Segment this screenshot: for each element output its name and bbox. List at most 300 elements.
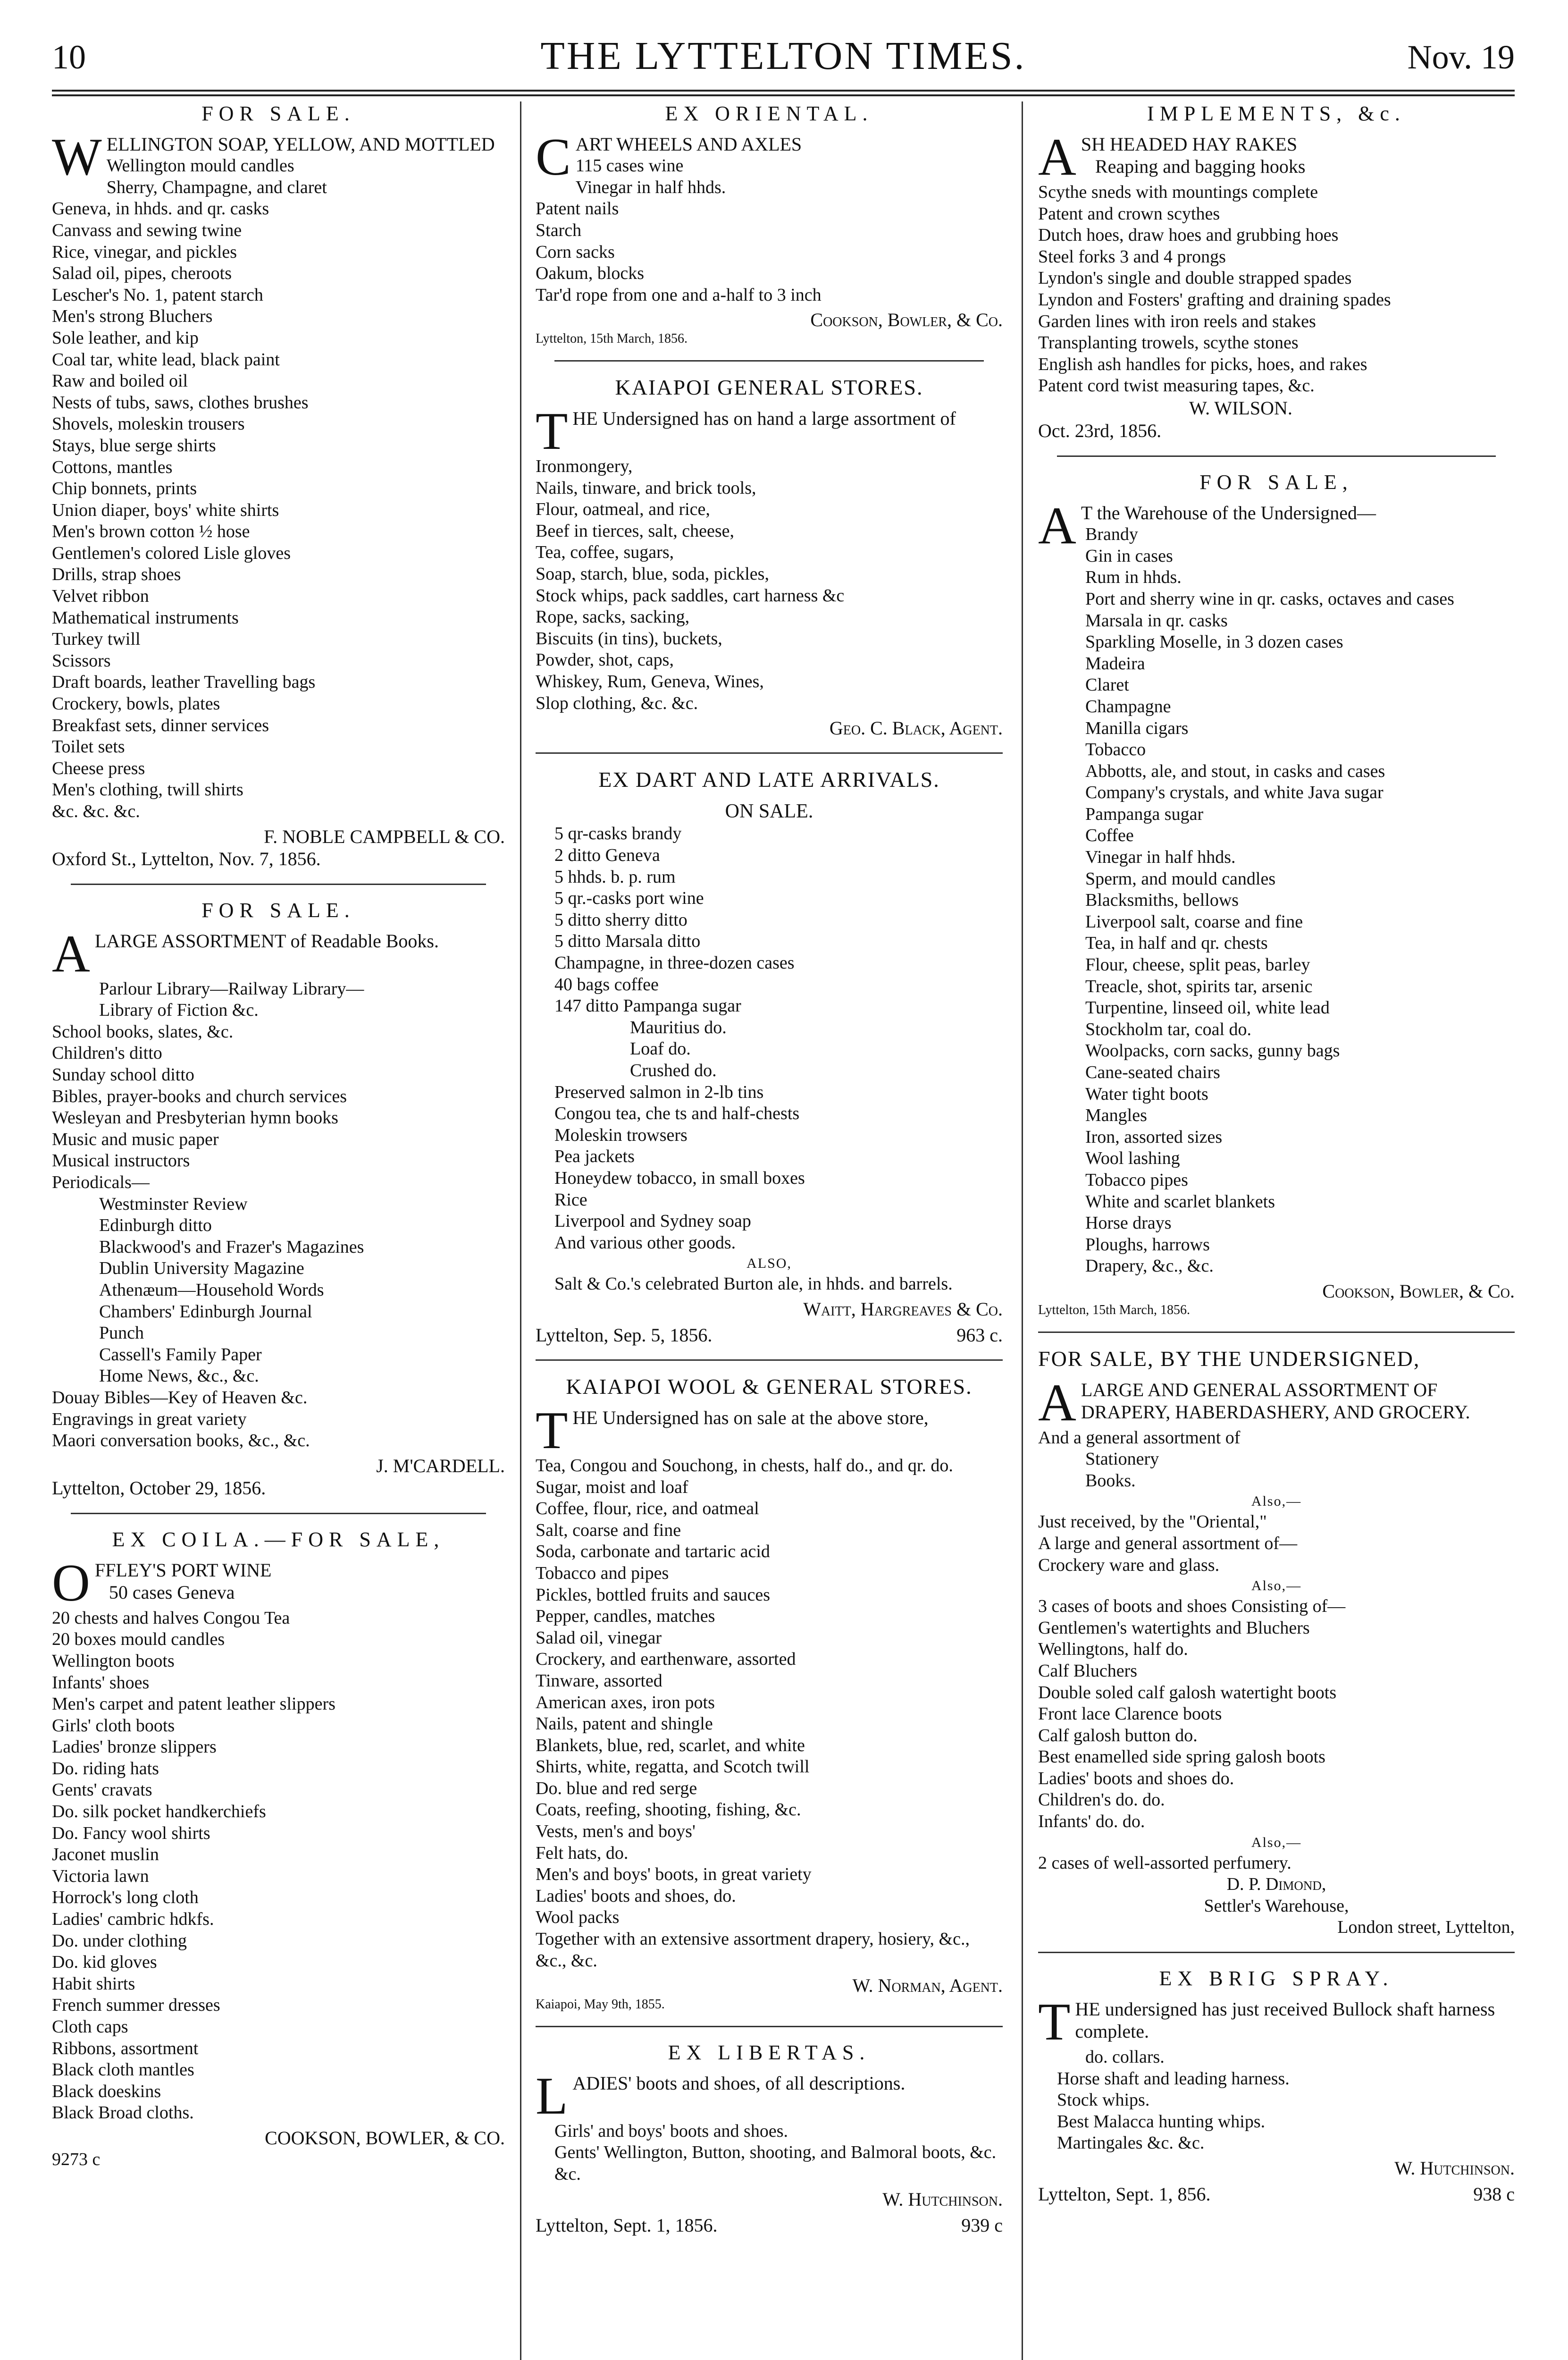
advert-lead bbox=[536, 1401, 1003, 1460]
list-item: Lyndon's single and double strapped spades bbox=[1038, 268, 1352, 288]
advert-signature: W. Norman, Agent. bbox=[852, 1975, 1003, 1997]
list-item: Cane-seated chairs bbox=[1085, 1062, 1220, 1082]
divider bbox=[1057, 455, 1496, 457]
list-item: Parlour Library—Railway Library— bbox=[99, 978, 364, 999]
list-item: 5 qr-casks brandy bbox=[554, 824, 682, 844]
lead-text: LARGE AND GENERAL ASSORTMENT OF DRAPERY, HABERDASHERY, AND GROCERY. bbox=[1081, 1379, 1470, 1423]
list-item: Tobacco and pipes bbox=[536, 1563, 669, 1583]
lead-text: T the Warehouse of the Undersigned— bbox=[1081, 502, 1376, 523]
list-item: Crockery, and earthenware, assorted bbox=[536, 1649, 796, 1669]
list-item: Loaf do. bbox=[630, 1039, 691, 1059]
list-item: Wool packs bbox=[536, 1907, 620, 1928]
advert-place-date: Oct. 23rd, 1856. bbox=[1038, 420, 1162, 441]
list-item: Rice, vinegar, and pickles bbox=[52, 242, 237, 262]
list-item: Gents' cravats bbox=[52, 1780, 152, 1800]
list-item: Maori conversation books, &c., &c. bbox=[52, 1431, 310, 1451]
list-item: do. collars. bbox=[1085, 2047, 1165, 2067]
divider bbox=[536, 2026, 1003, 2027]
advert-oriental bbox=[536, 101, 1003, 347]
list-item: Pea jackets bbox=[554, 1146, 635, 1167]
list-item: Woolpacks, corn sacks, gunny bags bbox=[1085, 1041, 1340, 1061]
advert-heading: EX BRIG SPRAY. bbox=[1159, 1967, 1394, 1990]
advert-signature: Waitt, Hargreaves & Co. bbox=[803, 1298, 1003, 1320]
list-item: Corn sacks bbox=[536, 242, 615, 262]
list-item: Soda, carbonate and tartaric acid bbox=[536, 1542, 770, 1562]
drop-cap: A bbox=[1038, 496, 1076, 555]
list-item: Coffee, flour, rice, and oatmeal bbox=[536, 1499, 759, 1519]
also-label: ALSO, bbox=[746, 1256, 792, 1272]
signature-line: London street, Lyttelton, bbox=[1337, 1917, 1515, 1938]
list-item: American axes, iron pots bbox=[536, 1692, 715, 1712]
list-item: Blankets, blue, red, scarlet, and white bbox=[536, 1735, 805, 1755]
list-item: Ladies' boots and shoes do. bbox=[1038, 1768, 1234, 1788]
item-list bbox=[52, 155, 505, 822]
list-item: White and scarlet blankets bbox=[1085, 1191, 1275, 1212]
list-item: Patent and crown scythes bbox=[1038, 203, 1220, 224]
advert-signature: F. NOBLE CAMPBELL & CO. bbox=[264, 826, 505, 847]
list-item: Slop clothing, &c. &c. bbox=[536, 693, 698, 713]
list-item: Blackwood's and Frazer's Magazines bbox=[99, 1237, 364, 1257]
list-item: Madeira bbox=[1085, 653, 1145, 674]
advert-place-date: Oxford St., Lyttelton, Nov. 7, 1856. bbox=[52, 848, 321, 869]
list-item: Shovels, moleskin trousers bbox=[52, 414, 245, 434]
advert-heading: EX ORIENTAL. bbox=[665, 102, 873, 125]
list-item: And a general assortment of bbox=[1038, 1427, 1241, 1448]
list-item: Tea, in half and qr. chests bbox=[1085, 933, 1268, 953]
list-item: Douay Bibles—Key of Heaven &c. bbox=[52, 1387, 308, 1408]
advert-place-date: Kaiapoi, May 9th, 1855. bbox=[536, 1997, 665, 2012]
advert-lead bbox=[52, 1553, 505, 1612]
list-item: 5 ditto Marsala ditto bbox=[554, 931, 701, 952]
list-item: Pepper, candles, matches bbox=[536, 1606, 715, 1627]
lead-text: HE Undersigned has on hand a large assortment of bbox=[572, 407, 956, 429]
lead-line2: Reaping and bagging hooks bbox=[1095, 156, 1306, 177]
list-item: Champagne bbox=[1085, 696, 1171, 716]
list-item: Infants' shoes bbox=[52, 1672, 150, 1693]
list-item: Children's do. do. bbox=[1038, 1790, 1165, 1810]
drop-cap: A bbox=[1038, 1373, 1076, 1432]
list-item: Chambers' Edinburgh Journal bbox=[99, 1301, 312, 1322]
advert-signature: J. M'CARDELL. bbox=[376, 1455, 505, 1476]
list-item: Rice bbox=[554, 1189, 587, 1210]
list-item: Library of Fiction &c. bbox=[99, 1000, 259, 1020]
advert-signature: W. Hutchinson. bbox=[1394, 2158, 1515, 2179]
list-item: Just received, by the "Oriental," bbox=[1038, 1512, 1267, 1532]
list-item: Brandy bbox=[1085, 524, 1138, 545]
lead-line2: 50 cases Geneva bbox=[109, 1581, 235, 1603]
advert-heading: EX LIBERTAS. bbox=[668, 2040, 871, 2064]
header-rule-thin bbox=[52, 94, 1515, 96]
list-item: English ash handles for picks, hoes, and rakes bbox=[1038, 354, 1367, 374]
list-item: 3 cases of boots and shoes Consisting of— bbox=[1038, 1596, 1346, 1617]
drop-cap: A bbox=[52, 924, 90, 983]
advert-signature: W. WILSON. bbox=[1189, 397, 1292, 419]
list-item: 5 hhds. b. p. rum bbox=[554, 867, 676, 887]
list-item: Front lace Clarence boots bbox=[1038, 1704, 1222, 1724]
list-item: Drills, strap shoes bbox=[52, 565, 181, 585]
list-item: Ironmongery, bbox=[536, 456, 633, 476]
list-item: Martingales &c. &c. bbox=[1057, 2133, 1205, 2153]
item-list bbox=[536, 456, 1003, 714]
list-item: Vests, men's and boys' bbox=[536, 1821, 696, 1842]
drop-cap: T bbox=[536, 402, 568, 461]
list-item: Nails, patent and shingle bbox=[536, 1714, 713, 1734]
divider bbox=[554, 360, 984, 362]
list-item: Liverpool salt, coarse and fine bbox=[1085, 911, 1303, 932]
drop-cap: A bbox=[1038, 128, 1076, 186]
list-item: Men's brown cotton ½ hose bbox=[52, 522, 250, 542]
item-list bbox=[52, 1021, 505, 1194]
item-list bbox=[1038, 2068, 1515, 2154]
list-item: Marsala in qr. casks bbox=[1085, 610, 1228, 631]
list-item: Starch bbox=[536, 220, 582, 240]
list-item: Tar'd rope from one and a-half to 3 inch bbox=[536, 285, 822, 305]
advert-number: 939 c bbox=[961, 2214, 1003, 2236]
list-item: Scythe sneds with mountings complete bbox=[1038, 182, 1318, 202]
list-item: Wesleyan and Presbyterian hymn books bbox=[52, 1108, 338, 1128]
list-item: Stays, blue serge shirts bbox=[52, 435, 216, 455]
list-item: Edinburgh ditto bbox=[99, 1215, 212, 1236]
boots-list bbox=[1038, 1596, 1515, 1833]
advert-signature: D. P. Dimond, bbox=[1226, 1874, 1326, 1895]
list-item: Ribbons, assortment bbox=[52, 2038, 199, 2058]
list-item: 5 ditto sherry ditto bbox=[554, 910, 688, 930]
advert-place-date: Lyttelton, 15th March, 1856. bbox=[1038, 1302, 1190, 1317]
list-item: 2 ditto Geneva bbox=[554, 845, 660, 866]
list-item: Cloth caps bbox=[52, 2017, 128, 2037]
advert-number: 9273 c bbox=[52, 2149, 101, 2169]
list-item: Jaconet muslin bbox=[52, 1845, 159, 1865]
list-item: Vinegar in half hhds. bbox=[1085, 847, 1236, 868]
list-item: Salad oil, vinegar bbox=[536, 1627, 662, 1648]
advert-signature: Geo. C. Black, Agent. bbox=[829, 717, 1003, 739]
list-item: Horrock's long cloth bbox=[52, 1888, 199, 1908]
list-item: Tinware, assorted bbox=[536, 1670, 662, 1691]
list-item: Sparkling Moselle, in 3 dozen cases bbox=[1085, 632, 1343, 652]
list-item: Stationery bbox=[1085, 1449, 1159, 1469]
list-item: Cassell's Family Paper bbox=[99, 1344, 262, 1365]
divider bbox=[71, 884, 486, 885]
list-item: Westminster Review bbox=[99, 1194, 248, 1214]
list-item: Victoria lawn bbox=[52, 1866, 149, 1886]
list-item: Turkey twill bbox=[52, 629, 141, 649]
list-item: Do. silk pocket handkerchiefs bbox=[52, 1802, 266, 1822]
list-item: Oakum, blocks bbox=[536, 263, 645, 284]
list-item: Whiskey, Rum, Geneva, Wines, bbox=[536, 671, 764, 691]
list-item: Drapery, &c., &c. bbox=[1085, 1256, 1214, 1276]
lead-text: LARGE ASSORTMENT of Readable Books. bbox=[94, 930, 439, 952]
list-item: Cheese press bbox=[52, 758, 145, 778]
list-item: Calf Bluchers bbox=[1038, 1660, 1138, 1681]
advert-place-date: Lyttelton, Sept. 1, 1856. bbox=[536, 2214, 718, 2236]
lead-text: ELLINGTON SOAP, YELLOW, AND MOTTLED bbox=[106, 134, 495, 155]
advert-kaiapoi-wool bbox=[536, 1374, 1003, 2013]
advert-heading: KAIAPOI WOOL & GENERAL STORES. bbox=[566, 1374, 973, 1399]
advert-dimond bbox=[1038, 1346, 1515, 1939]
list-item: Felt hats, do. bbox=[536, 1843, 629, 1863]
drop-cap: C bbox=[536, 128, 571, 186]
lead-text: HE Undersigned has on sale at the above store, bbox=[572, 1407, 929, 1428]
item-list bbox=[1038, 524, 1515, 1277]
advert-coila bbox=[52, 1527, 505, 2171]
also-text: 2 cases of well-assorted perfumery. bbox=[1038, 1853, 1291, 1873]
list-item: Black doeskins bbox=[52, 2081, 161, 2101]
list-item: Draft boards, leather Travelling bags bbox=[52, 672, 316, 692]
list-item: Ladies' boots and shoes, do. bbox=[536, 1886, 736, 1906]
advert-heading: FOR SALE, BY THE UNDERSIGNED, bbox=[1038, 1346, 1420, 1371]
advert-subheading: ON SALE. bbox=[725, 801, 813, 823]
sugar-list bbox=[536, 1017, 1003, 1082]
list-item: Geneva, in hhds. and qr. casks bbox=[52, 199, 269, 219]
drop-cap: O bbox=[52, 1553, 90, 1612]
list-item: Nails, tinware, and brick tools, bbox=[536, 478, 756, 498]
list-item: A large and general assortment of— bbox=[1038, 1533, 1298, 1553]
list-item: Vinegar in half hhds. bbox=[575, 177, 726, 197]
also-label: Also,— bbox=[1251, 1493, 1302, 1509]
list-item: Gents' Wellington, Button, shooting, and Balmoral boots, &c. &c. bbox=[554, 2142, 997, 2184]
advert-footer bbox=[1038, 2183, 1515, 2205]
item-list bbox=[1038, 182, 1515, 397]
list-item: Scissors bbox=[52, 650, 111, 671]
advert-number: 938 c bbox=[1473, 2183, 1515, 2205]
column-1 bbox=[52, 101, 505, 2360]
list-item: Double soled calf galosh watertight boots bbox=[1038, 1682, 1337, 1703]
drop-cap: W bbox=[52, 128, 102, 186]
list-item: Preserved salmon in 2-lb tins bbox=[554, 1082, 764, 1102]
column-divider bbox=[1022, 101, 1023, 2360]
list-item: Sunday school ditto bbox=[52, 1065, 194, 1085]
list-item: Do. kid gloves bbox=[52, 1952, 157, 1972]
list-item: 40 bags coffee bbox=[554, 974, 659, 995]
list-item: Steel forks 3 and 4 prongs bbox=[1038, 246, 1226, 267]
advert-soap bbox=[52, 101, 505, 870]
advert-lead bbox=[536, 402, 1003, 461]
list-item: Liverpool and Sydney soap bbox=[554, 1211, 751, 1231]
list-item: Sperm, and mould candles bbox=[1085, 868, 1276, 889]
list-item: Wellington boots bbox=[52, 1651, 175, 1671]
advert-brig-spray bbox=[1038, 1966, 1515, 2205]
list-item: Wellingtons, half do. bbox=[1038, 1639, 1188, 1660]
advert-heading: FOR SALE, bbox=[1199, 470, 1353, 494]
list-item: Music and music paper bbox=[52, 1129, 219, 1149]
list-item: Abbotts, ale, and stout, in casks and cases bbox=[1085, 761, 1385, 781]
list-item: Chip bonnets, prints bbox=[52, 479, 197, 499]
list-item: Punch bbox=[99, 1323, 144, 1343]
item-list bbox=[1038, 1449, 1515, 1492]
list-item: Congou tea, che ts and half-chests bbox=[554, 1104, 800, 1124]
list-item: Flour, oatmeal, and rice, bbox=[536, 499, 710, 520]
list-item: Gentlemen's colored Lisle gloves bbox=[52, 543, 291, 563]
list-item: Ladies' bronze slippers bbox=[52, 1737, 217, 1757]
list-item: Patent nails bbox=[536, 199, 619, 219]
list-item: Velvet ribbon bbox=[52, 586, 149, 607]
list-item: Black Broad cloths. bbox=[52, 2103, 194, 2123]
list-item: Mangles bbox=[1085, 1105, 1147, 1126]
list-item: Infants' do. do. bbox=[1038, 1812, 1145, 1832]
list-item: Salad oil, pipes, cheroots bbox=[52, 263, 232, 284]
list-item: Periodicals— bbox=[52, 1172, 150, 1192]
list-item: Powder, shot, caps, bbox=[536, 650, 674, 670]
list-item: Mathematical instruments bbox=[52, 607, 239, 628]
list-item: 20 boxes mould candles bbox=[52, 1629, 225, 1650]
list-item: Horse drays bbox=[1085, 1213, 1172, 1233]
list-item: Men's strong Bluchers bbox=[52, 306, 213, 327]
list-item: Crockery, bowls, plates bbox=[52, 694, 220, 714]
item-list bbox=[536, 823, 1003, 1017]
column-3 bbox=[1038, 101, 1515, 2360]
list-item: Children's ditto bbox=[52, 1043, 162, 1063]
list-item: Mauritius do. bbox=[630, 1017, 727, 1037]
column-2 bbox=[536, 101, 1003, 2360]
advert-heading: EX COILA.—FOR SALE, bbox=[112, 1527, 445, 1551]
periodicals-list bbox=[52, 1194, 505, 1387]
list-item: School books, slates, &c. bbox=[52, 1021, 234, 1042]
list-item: Gin in cases bbox=[1085, 546, 1173, 566]
list-item: Lyndon and Fosters' grafting and draining spades bbox=[1038, 290, 1391, 310]
advert-footer bbox=[536, 1324, 1003, 1346]
list-item: Port and sherry wine in qr. casks, octaves and cases bbox=[1085, 589, 1454, 609]
list-item: Company's crystals, and white Java sugar bbox=[1085, 783, 1384, 803]
list-item: Sole leather, and kip bbox=[52, 328, 199, 348]
list-item: Beef in tierces, salt, cheese, bbox=[536, 521, 734, 541]
list-item: Shirts, white, regatta, and Scotch twill bbox=[536, 1757, 810, 1777]
advert-libertas bbox=[536, 2040, 1003, 2236]
advert-implements bbox=[1038, 101, 1515, 442]
list-item: Do. riding hats bbox=[52, 1758, 159, 1778]
item-list bbox=[52, 978, 505, 1021]
list-item: Patent cord twist measuring tapes, &c. bbox=[1038, 376, 1315, 396]
advert-lead bbox=[1038, 128, 1515, 186]
list-item: Crockery ware and glass. bbox=[1038, 1555, 1220, 1575]
advert-place-date: Lyttelton, Sept. 1, 856. bbox=[1038, 2183, 1211, 2205]
header-rule bbox=[52, 90, 1515, 92]
item-list bbox=[1038, 1511, 1515, 1576]
drop-cap: T bbox=[536, 1401, 568, 1460]
list-item: Ladies' cambric hdkfs. bbox=[52, 1909, 214, 1930]
list-item: Canvass and sewing twine bbox=[52, 220, 242, 240]
list-item: &c. &c. &c. bbox=[52, 801, 140, 821]
advert-kaiapoi-general bbox=[536, 375, 1003, 739]
list-item: Tea, coffee, sugars, bbox=[536, 542, 674, 563]
list-item: Water tight boots bbox=[1085, 1084, 1208, 1104]
list-item: Black cloth mantles bbox=[52, 2060, 194, 2080]
advert-heading: KAIAPOI GENERAL STORES. bbox=[615, 375, 923, 399]
advert-footer bbox=[536, 2214, 1003, 2236]
list-item: Home News, &c., &c. bbox=[99, 1366, 259, 1386]
list-item: Honeydew tobacco, in small boxes bbox=[554, 1168, 805, 1188]
list-item: Tobacco bbox=[1085, 740, 1146, 760]
advert-signature: Cookson, Bowler, & Co. bbox=[1322, 1280, 1515, 1302]
divider bbox=[536, 1359, 1003, 1361]
list-item: Tobacco pipes bbox=[1085, 1170, 1188, 1190]
item-list bbox=[1038, 2047, 1515, 2068]
list-item: Tea, Congou and Souchong, in chests, half do., and qr. do. bbox=[536, 1455, 953, 1475]
list-item: Manilla cigars bbox=[1085, 718, 1189, 738]
list-item: Sherry, Champagne, and claret bbox=[106, 177, 327, 197]
list-item: Ploughs, harrows bbox=[1085, 1234, 1210, 1255]
list-item: Do. blue and red serge bbox=[536, 1778, 697, 1798]
list-item: Coal tar, white lead, black paint bbox=[52, 349, 280, 370]
list-item: Biscuits (in tins), buckets, bbox=[536, 628, 722, 649]
issue-date: Nov. 19 bbox=[1407, 38, 1515, 76]
list-item: Men's clothing, twill shirts bbox=[52, 780, 243, 800]
list-item: Dublin University Magazine bbox=[99, 1258, 304, 1279]
item-list bbox=[1038, 1427, 1515, 1449]
advert-warehouse bbox=[1038, 470, 1515, 1318]
list-item: Athenæum—Household Words bbox=[99, 1280, 324, 1300]
list-item: Garden lines with iron reels and stakes bbox=[1038, 311, 1316, 331]
column-divider bbox=[520, 101, 521, 2360]
list-item: Bibles, prayer-books and church services bbox=[52, 1086, 347, 1106]
list-item: Coffee bbox=[1085, 826, 1134, 846]
list-item: Engravings in great variety bbox=[52, 1409, 247, 1429]
divider bbox=[1038, 1952, 1515, 1953]
list-item: Wool lashing bbox=[1085, 1148, 1180, 1169]
item-list bbox=[536, 155, 1003, 306]
list-item: Rope, sacks, sacking, bbox=[536, 607, 690, 627]
list-item: Nests of tubs, saws, clothes brushes bbox=[52, 392, 309, 413]
list-item: Stock whips. bbox=[1057, 2090, 1150, 2110]
advert-books bbox=[52, 898, 505, 1500]
drop-cap: T bbox=[1038, 1993, 1071, 2052]
divider bbox=[536, 752, 1003, 754]
list-item: Girls' cloth boots bbox=[52, 1715, 175, 1736]
item-list bbox=[536, 1082, 1003, 1254]
list-item: Rum in hhds. bbox=[1085, 567, 1182, 588]
advert-place-date: Lyttelton, Sep. 5, 1856. bbox=[536, 1324, 713, 1346]
list-item: Do. Fancy wool shirts bbox=[52, 1823, 210, 1843]
advert-lead bbox=[52, 924, 505, 983]
advert-lead bbox=[536, 2066, 1003, 2125]
lead-text: SH HEADED HAY RAKES bbox=[1081, 134, 1298, 155]
list-item: Treacle, shot, spirits tar, arsenic bbox=[1085, 976, 1313, 996]
advert-place-date: Lyttelton, 15th March, 1856. bbox=[536, 331, 688, 346]
advert-number: 963 c. bbox=[956, 1324, 1003, 1346]
list-item: Iron, assorted sizes bbox=[1085, 1127, 1223, 1147]
list-item: Champagne, in three-dozen cases bbox=[554, 953, 795, 973]
list-item: Books. bbox=[1085, 1470, 1136, 1491]
list-item: Pampanga sugar bbox=[1085, 804, 1204, 824]
list-item: Flour, cheese, split peas, barley bbox=[1085, 955, 1310, 975]
signature-line: Settler's Warehouse, bbox=[1204, 1896, 1349, 1916]
list-item: Men's and boys' boots, in great variety bbox=[536, 1864, 812, 1885]
list-item: 115 cases wine bbox=[575, 156, 684, 176]
page-number: 10 bbox=[52, 38, 86, 76]
advert-ex-dart bbox=[536, 767, 1003, 1346]
lead-text: ADIES' boots and shoes, of all descriptions. bbox=[572, 2072, 906, 2094]
list-item: 20 chests and halves Congou Tea bbox=[52, 1608, 290, 1628]
item-list bbox=[536, 1455, 1003, 1972]
advert-signature: COOKSON, BOWLER, & CO. bbox=[265, 2127, 505, 2149]
list-item: Claret bbox=[1085, 675, 1129, 695]
also-text: Salt & Co.'s celebrated Burton ale, in hhds. and barrels. bbox=[554, 1274, 953, 1294]
list-item: Do. under clothing bbox=[52, 1930, 187, 1951]
list-item: Soap, starch, blue, soda, pickles, bbox=[536, 564, 769, 584]
list-item: Lescher's No. 1, patent starch bbox=[52, 285, 263, 305]
list-item: Wellington mould candles bbox=[106, 156, 294, 176]
list-item: French summer dresses bbox=[52, 1995, 220, 2015]
item-list bbox=[52, 1608, 505, 2124]
lead-text: HE undersigned has just received Bullock shaft harness complete. bbox=[1075, 1998, 1495, 2042]
list-item: Breakfast sets, dinner services bbox=[52, 715, 269, 735]
divider bbox=[1038, 1332, 1515, 1333]
list-item: Pickles, bottled fruits and sauces bbox=[536, 1585, 771, 1605]
also-label: Also,— bbox=[1251, 1834, 1302, 1850]
advert-place-date: Lyttelton, October 29, 1856. bbox=[52, 1477, 266, 1499]
lead-text: FFLEY'S PORT WINE bbox=[94, 1559, 272, 1581]
list-item: Best Malacca hunting whips. bbox=[1057, 2111, 1266, 2132]
list-item: Dutch hoes, draw hoes and grubbing hoes bbox=[1038, 225, 1339, 245]
